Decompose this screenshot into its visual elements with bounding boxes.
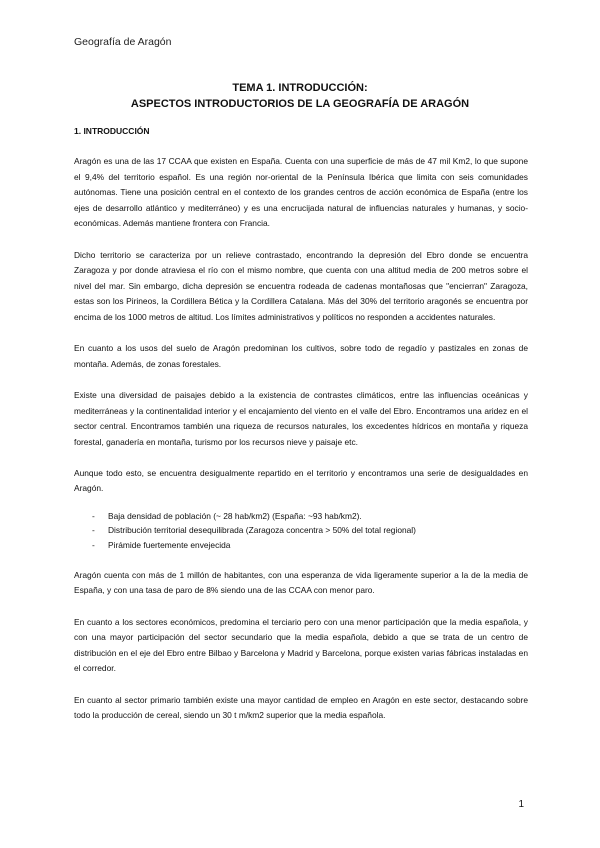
paragraph: Aunque todo esto, se encuentra desigualmente repartido en el territorio y encontramos una serie de desigualdades en Aragón. [74, 467, 528, 494]
paragraph: En cuanto a los sectores económicos, predomina el terciario pero con una menor participación que la media española, y con una mayor participación del sector secundario que la media española, debido a que se trata de un centro de distribución en el eje del Ebro entre Bilbao y Barcelona y Madrid y Barcelona, porque existen varias fábricas instaladas en el corredor. [74, 616, 528, 674]
paragraph: Existe una diversidad de paisajes debido a la existencia de contrastes climáticos, entre las influencias oceánicas y mediterráneas y la continentalidad interior y el encajamiento del viento en el valle del Ebro. Encontramos una aridez en el sector central. Encontramos también una riqueza de recursos naturales, los excedentes hídricos en montaña y riqueza forestal, ganadería en montaña, turismo por los recursos nieve y paisaje etc. [74, 389, 528, 447]
paragraph: Aragón es una de las 17 CCAA que existen en España. Cuenta con una superficie de más de 47 mil Km2, lo que supone el 9,4% del territorio español. Es una región nor-oriental de la Península Ibérica que limita con seis comunidades autónomas. Tiene una posición central en el contexto de los grandes centros de acción económica de España (entre los ejes de desarrollo atlántico y mediterráneo) y es una encrucijada natural de influencias naturales y humanas, y socio- económicas. Además mantiene frontera con Francia. [74, 156, 528, 229]
section-heading: 1. INTRODUCCIÓN [74, 126, 150, 136]
page-header: Geografía de Aragón [74, 36, 172, 48]
document-body [74, 154, 528, 739]
list-item: - Distribución territorial desequilibrada (Zaragoza concentra > 50% del total regional) [74, 523, 528, 538]
title-line-2: ASPECTOS INTRODUCTORIOS DE LA GEOGRAFÍA DE ARAGÓN [130, 98, 470, 110]
page-number: 1 [518, 799, 524, 810]
paragraph: En cuanto al sector primario también existe una mayor cantidad de empleo en Aragón en este sector, destacando sobre todo la producción de cereal, siendo un 30 t m/km2 superior que la media española. [74, 694, 528, 721]
document-title [0, 80, 600, 112]
title-line-1: TEMA 1. INTRODUCCIÓN: [232, 82, 368, 94]
bullet-list [74, 509, 528, 553]
paragraph: En cuanto a los usos del suelo de Aragón predominan los cultivos, sobre todo de regadío y pastizales en zonas de montaña. Además, de zonas forestales. [74, 343, 528, 369]
list-item: - Baja densidad de población (~ 28 hab/km2) (España: ~93 hab/km2). [74, 509, 528, 524]
paragraph: Dicho territorio se caracteriza por un relieve contrastado, encontrando la depresión del Ebro donde se encuentra Zaragoza y por donde atraviesa el río con el mismo nombre, que cuenta con una altitud media de 200 metros sobre el nivel del mar. Sin embargo, dicha depresión se encuentra rodeada de cadenas montañosas que "encierran" Zaragoza, estas son los Pirineos, la Cordillera Bética y la Cordillera Catalana. Más del 30% del territorio aragonés se encuentra por encima de los 1000 metros de altitud. Los límites administrativos y políticos no responden a accidentes naturales. [74, 249, 528, 322]
paragraph: Aragón cuenta con más de 1 millón de habitantes, con una esperanza de vida ligeramente superior a la de la media de España, y con una tasa de paro de 8% siendo una de las CCAA con menor paro. [74, 569, 528, 596]
list-item: - Pirámide fuertemente envejecida [74, 538, 528, 553]
